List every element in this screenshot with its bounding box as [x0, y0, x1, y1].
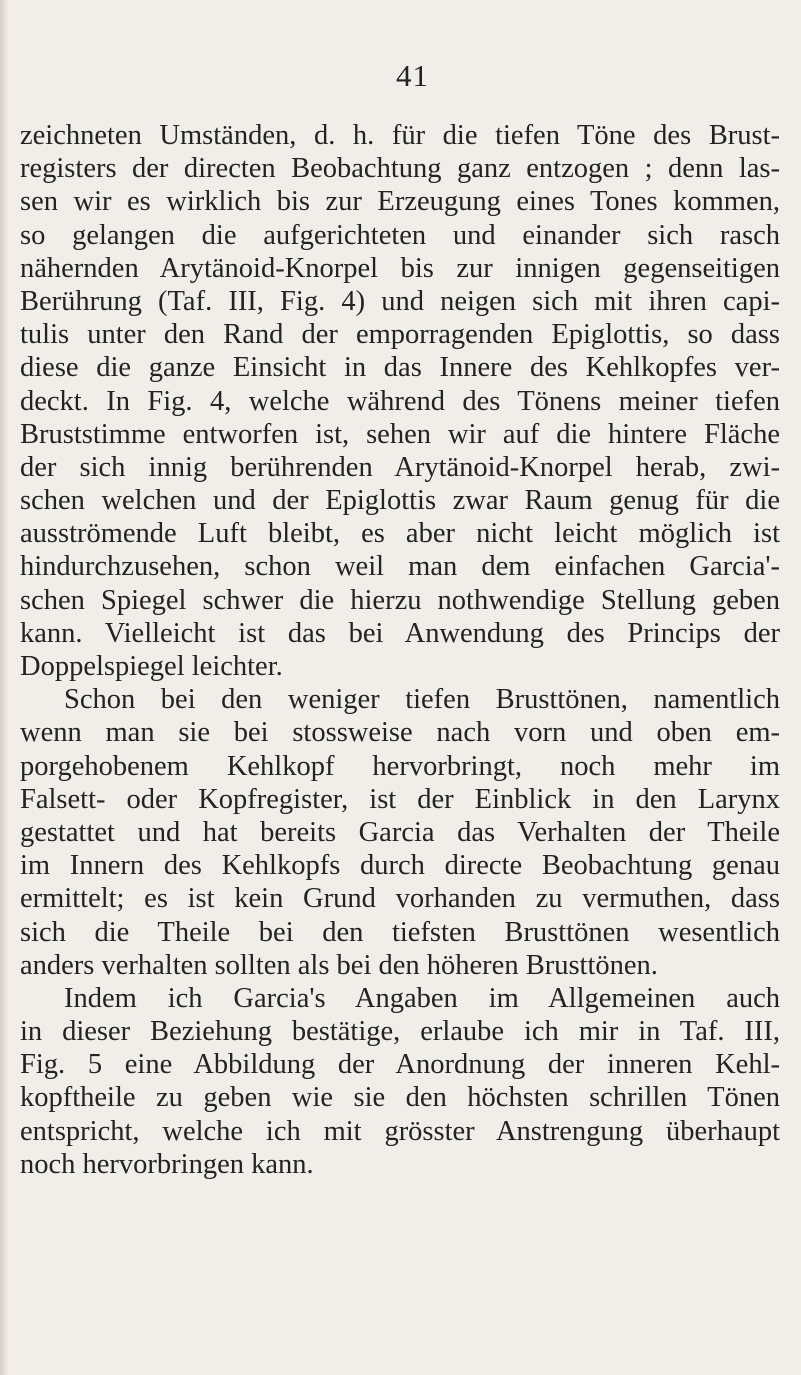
paragraph-end-line: noch hervorbringen kann.	[20, 1148, 314, 1180]
text-line: deckt. In Fig. 4, welche während des Tönens meiner tiefen	[20, 385, 780, 417]
text-line: sen wir es wirklich bis zur Erzeugung eines Tones kommen,	[20, 186, 780, 218]
text-line: kopftheile zu geben wie sie den höchsten schrillen Tönen	[20, 1082, 780, 1114]
text-line: zeichneten Umständen, d. h. für die tiefen Töne des Brust-	[20, 120, 780, 151]
paragraph-start-line: Schon bei den weniger tiefen Brusttönen, namentlich	[64, 684, 780, 716]
text-line: Bruststimme entworfen ist, sehen wir auf die hintere Fläche	[20, 418, 780, 450]
paragraph-end-line: anders verhalten sollten als bei den höheren Brusttönen.	[20, 949, 658, 981]
text-line: wenn man sie bei stossweise nach vorn und oben em-	[20, 717, 780, 749]
text-line: ermittelt; es ist kein Grund vorhanden zu vermuthen, dass	[20, 883, 780, 915]
page-edge-shadow	[0, 0, 9, 1375]
text-line: in dieser Beziehung bestätige, erlaube ich mir in Taf. III,	[20, 1016, 780, 1048]
text-line: hindurchzusehen, schon weil man dem einfachen Garcia'-	[20, 551, 780, 583]
text-line: im Innern des Kehlkopfs durch directe Beobachtung genau	[20, 850, 780, 882]
text-line: so gelangen die aufgerichteten und einander sich rasch	[20, 219, 780, 251]
text-line: porgehobenem Kehlkopf hervorbringt, noch mehr im	[20, 750, 780, 782]
text-line: kann. Vielleicht ist das bei Anwendung des Princips der	[20, 617, 780, 649]
text-line: schen welchen und der Epiglottis zwar Raum genug für die	[20, 485, 780, 517]
text-line: der sich innig berührenden Arytänoid-Knorpel herab, zwi-	[20, 451, 780, 483]
paragraph-start-line: Indem ich Garcia's Angaben im Allgemeinen auch	[64, 982, 780, 1014]
text-line: sich die Theile bei den tiefsten Brusttönen wesentlich	[20, 916, 780, 948]
text-line: registers der directen Beobachtung ganz entzogen ; denn las-	[20, 153, 780, 185]
text-line: tulis unter den Rand der emporragenden Epiglottis, so dass	[20, 319, 780, 351]
body-text	[20, 119, 780, 1181]
paragraph-end-line: Doppelspiegel leichter.	[20, 651, 283, 682]
text-line: entspricht, welche ich mit grösster Anstrengung überhaupt	[20, 1115, 780, 1147]
page-number: 41	[396, 58, 429, 93]
text-line: ausströmende Luft bleibt, es aber nicht leicht möglich ist	[20, 518, 780, 550]
text-line: Berührung (Taf. III, Fig. 4) und neigen sich mit ihren capi-	[20, 285, 780, 317]
text-line: diese die ganze Einsicht in das Innere des Kehlkopfes ver-	[20, 352, 780, 384]
text-line: gestattet und hat bereits Garcia das Verhalten der Theile	[20, 816, 780, 848]
text-line: Fig. 5 eine Abbildung der Anordnung der inneren Kehl-	[20, 1049, 780, 1081]
text-line: schen Spiegel schwer die hierzu nothwendige Stellung geben	[20, 584, 780, 616]
text-line: Falsett- oder Kopfregister, ist der Einblick in den Larynx	[20, 783, 780, 815]
text-line: nähernden Arytänoid-Knorpel bis zur innigen gegenseitigen	[20, 252, 780, 284]
